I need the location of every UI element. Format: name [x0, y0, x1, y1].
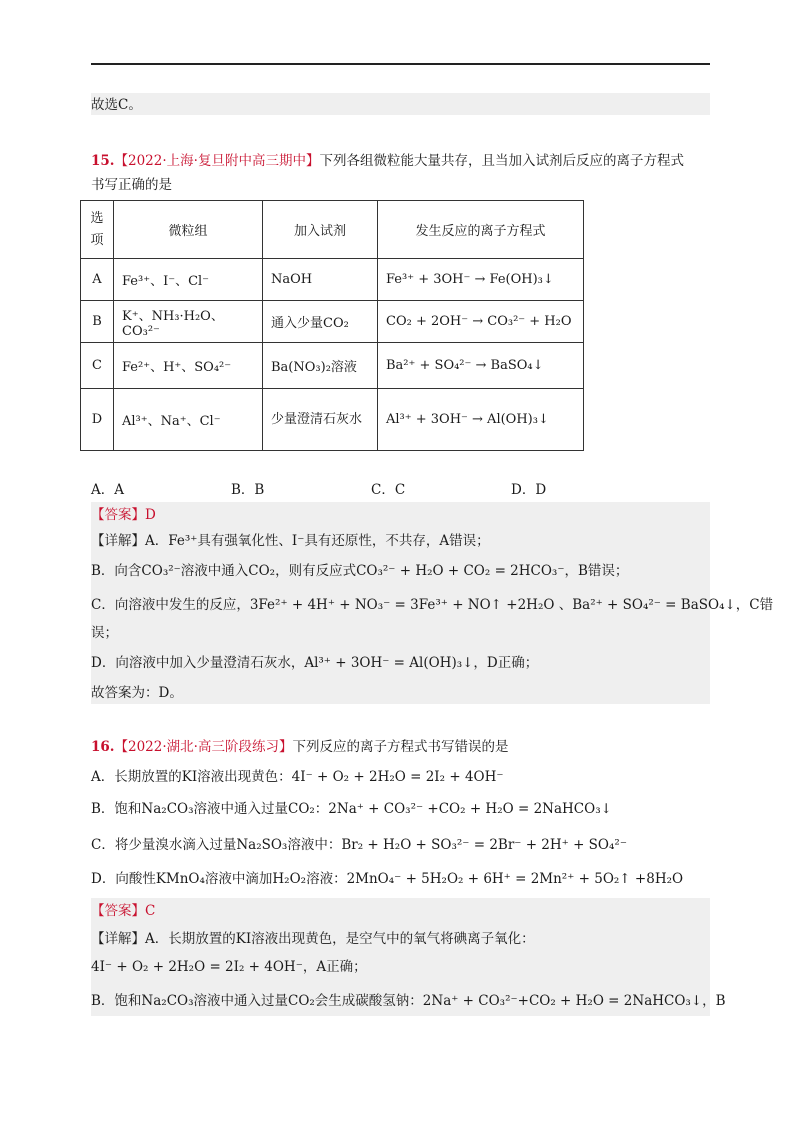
q16-source: 【2022·湖北·高三阶段练习】: [114, 739, 293, 755]
option-a: A．A: [91, 482, 124, 498]
table-row: [81, 343, 584, 389]
answer-shade: [91, 93, 710, 115]
q16-answer: 【答案】C: [91, 903, 156, 919]
row-label: B: [81, 301, 114, 343]
q15-detail-b: B．向含CO₃²⁻溶液中通入CO₂，则有反应式CO₃²⁻ + H₂O + CO₂ = 2HCO₃⁻，B错误；: [91, 563, 629, 579]
row-particles: Al³⁺、Na⁺、Cl⁻: [114, 389, 263, 451]
q15-table: [80, 200, 584, 451]
table-row: [81, 389, 584, 451]
q16-stem-text: 下列反应的离子方程式书写错误的是: [292, 739, 509, 755]
q16-option-b: B．饱和Na₂CO₃溶液中通入过量CO₂：2Na⁺ + CO₃²⁻ +CO₂ + H₂O = 2NaHCO₃↓: [91, 801, 612, 817]
header-rule: [91, 63, 710, 65]
q16-option-c: C．将少量溴水滴入过量Na₂SO₃溶液中：Br₂ + H₂O + SO₃²⁻ = 2Br⁻ + 2H⁺ + SO₄²⁻: [91, 837, 627, 853]
q15-detail-d: D．向溶液中加入少量澄清石灰水，Al³⁺ + 3OH⁻ = Al(OH)₃↓，D正确；: [91, 655, 539, 671]
row-particles: Fe³⁺、I⁻、Cl⁻: [114, 259, 263, 301]
prev-conclusion: 故选C。: [91, 97, 142, 113]
table-row: [81, 259, 584, 301]
header-particles: 微粒组: [114, 201, 263, 259]
row-label: C: [81, 343, 114, 389]
q16-option-a: A．长期放置的KI溶液出现黄色：4I⁻ + O₂ + 2H₂O = 2I₂ + 4OH⁻: [91, 769, 504, 785]
row-reagent: NaOH: [263, 259, 378, 301]
q15-source: 【2022·上海·复旦附中高三期中】: [114, 153, 320, 169]
option-c: C．C: [371, 482, 406, 498]
row-particles: K⁺、NH₃·H₂O、CO₃²⁻: [114, 301, 263, 343]
row-equation: CO₂ + 2OH⁻ → CO₃²⁻ + H₂O: [378, 301, 584, 343]
row-label: A: [81, 259, 114, 301]
row-reagent: 少量澄清石灰水: [263, 389, 378, 451]
row-reagent: Ba(NO₃)₂溶液: [263, 343, 378, 389]
header-equation: 发生反应的离子方程式: [378, 201, 584, 259]
row-equation: Al³⁺ + 3OH⁻ → Al(OH)₃↓: [378, 389, 584, 451]
row-equation: Fe³⁺ + 3OH⁻ → Fe(OH)₃↓: [378, 259, 584, 301]
q16-option-d: D．向酸性KMnO₄溶液中滴加H₂O₂溶液：2MnO₄⁻ + 5H₂O₂ + 6H⁺ = 2Mn²⁺ + 5O₂↑ +8H₂O: [91, 871, 684, 887]
q16-stem: [91, 738, 508, 756]
q15-stem-line1: 下列各组微粒能大量共存，且当加入试剂后反应的离子方程式: [319, 153, 684, 169]
q16-detail-a: 【详解】A．长期放置的KI溶液出现黄色，是空气中的氧气将碘离子氧化：: [91, 931, 535, 947]
q16-detail-a-eq: 4I⁻ + O₂ + 2H₂O = 2I₂ + 4OH⁻，A正确；: [91, 959, 367, 975]
q15-detail-a: 【详解】A．Fe³⁺具有强氧化性、I⁻具有还原性，不共存，A错误；: [91, 533, 490, 549]
q16-number: 16.: [91, 739, 115, 755]
header-option: 选 项: [81, 201, 114, 259]
q15-stem: [91, 152, 684, 170]
option-b: B．B: [231, 482, 265, 498]
row-equation: Ba²⁺ + SO₄²⁻ → BaSO₄↓: [378, 343, 584, 389]
row-label: D: [81, 389, 114, 451]
row-particles: Fe²⁺、H⁺、SO₄²⁻: [114, 343, 263, 389]
q15-conclusion: 故答案为：D。: [91, 685, 183, 701]
table-header-row: [81, 201, 584, 259]
q15-stem-line2: 书写正确的是: [91, 177, 172, 193]
header-reagent: 加入试剂: [263, 201, 378, 259]
option-d: D．D: [511, 482, 547, 498]
q15-detail-c: C．向溶液中发生的反应，3Fe²⁺ + 4H⁺ + NO₃⁻ = 3Fe³⁺ + NO↑ +2H₂O 、Ba²⁺ + SO₄²⁻ = BaSO₄↓，C错: [91, 597, 774, 613]
table-row: [81, 301, 584, 343]
q15-answer: 【答案】D: [91, 507, 156, 523]
q15-number: 15.: [91, 153, 115, 169]
q16-detail-b: B．饱和Na₂CO₃溶液中通入过量CO₂会生成碳酸氢钠：2Na⁺ + CO₃²⁻+CO₂ + H₂O = 2NaHCO₃↓，B: [91, 993, 726, 1009]
row-reagent: 通入少量CO₂: [263, 301, 378, 343]
q15-detail-c-cont: 误；: [91, 625, 118, 641]
